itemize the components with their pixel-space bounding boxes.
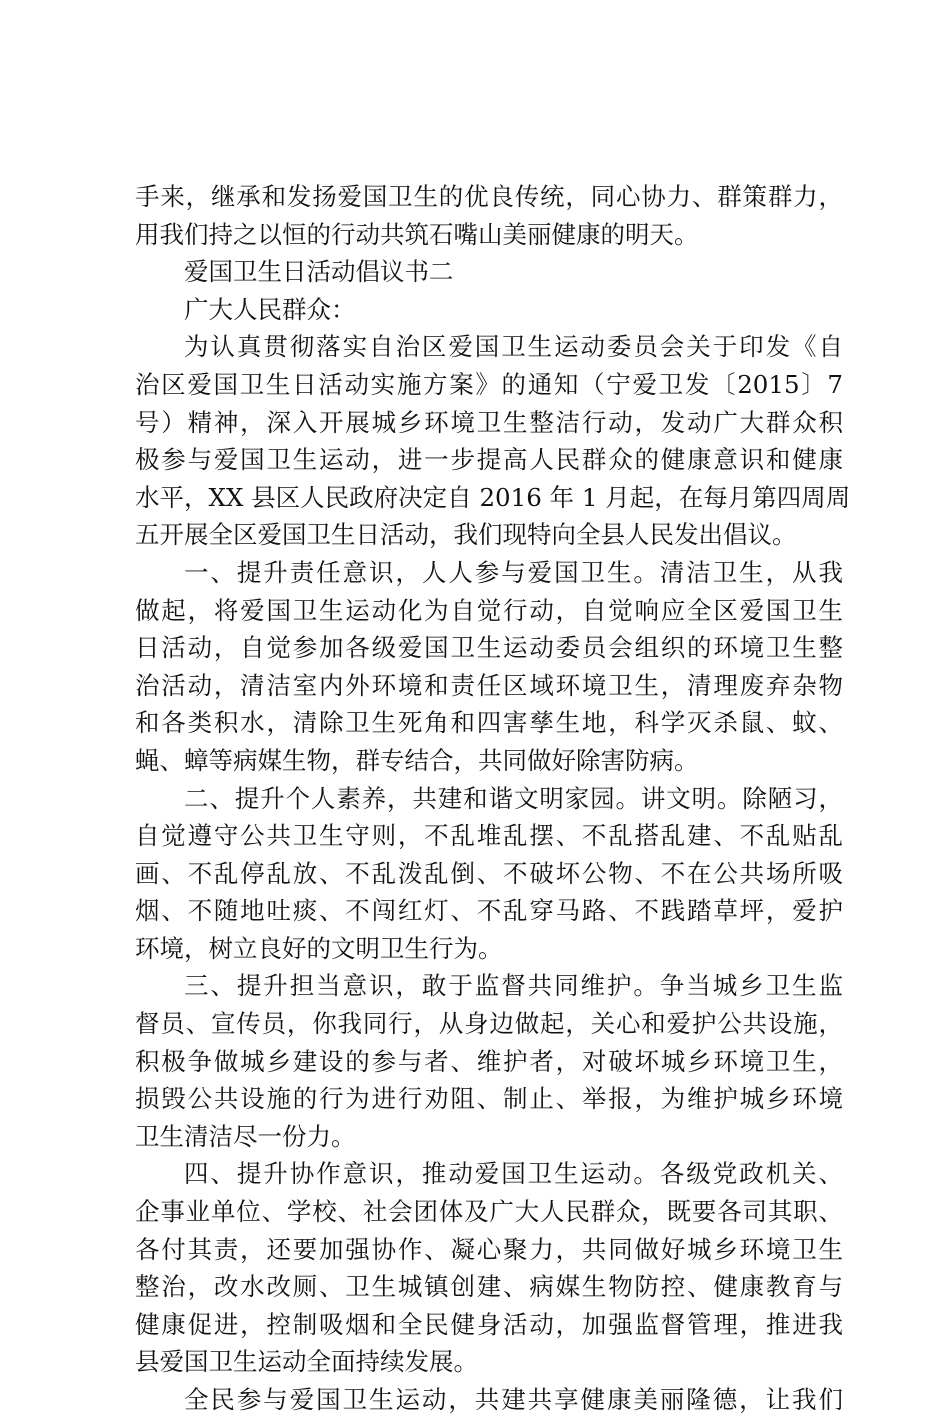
text-line: 烟、不随地吐痰、不闯红灯、不乱穿马路、不践踏草坪，爱护 xyxy=(135,896,843,926)
text-line: 蝇、蟑等病媒生物，群专结合，共同做好除害防病。 xyxy=(135,745,699,775)
text-line: 治区爱国卫生日活动实施方案》的通知（宁爱卫发〔2015〕7 xyxy=(135,369,843,399)
text-line: 督员、宣传员，你我同行，从身边做起，关心和爱护公共设施， xyxy=(135,1009,843,1039)
text-line: 号）精神，深入开展城乡环境卫生整洁行动，发动广大群众积 xyxy=(135,407,843,437)
text-line: 健康促进，控制吸烟和全民健身活动，加强监督管理，推进我 xyxy=(135,1309,843,1339)
text-line: 用我们持之以恒的行动共筑石嘴山美丽健康的明天。 xyxy=(135,219,699,249)
text-line: 环境，树立良好的文明卫生行为。 xyxy=(135,933,503,963)
text-line: 日活动，自觉参加各级爱国卫生运动委员会组织的环境卫生整 xyxy=(135,633,843,663)
text-line: 治活动，清洁室内外环境和责任区域环境卫生，清理废弃杂物 xyxy=(135,670,843,700)
text-line: 一、提升责任意识，人人参与爱国卫生。清洁卫生，从我 xyxy=(184,557,843,587)
text-line: 极参与爱国卫生运动，进一步提高人民群众的健康意识和健康 xyxy=(135,445,843,475)
document-body xyxy=(135,178,851,1419)
text-line: 各付其责，还要加强协作、凝心聚力，共同做好城乡环境卫生 xyxy=(135,1234,843,1264)
text-line: 卫生清洁尽一份力。 xyxy=(135,1121,356,1151)
text-line: 手来，继承和发扬爱国卫生的优良传统，同心协力、群策群力， xyxy=(135,182,843,211)
text-line: 水平，XX 县区人民政府决定自 2016 年 1 月起，在每月第四周周 xyxy=(135,482,851,512)
text-line: 整治，改水改厕、卫生城镇创建、病媒生物防控、健康教育与 xyxy=(135,1272,843,1302)
text-line: 做起，将爱国卫生运动化为自觉行动，自觉响应全区爱国卫生 xyxy=(135,595,843,625)
text-line: 五开展全区爱国卫生日活动，我们现特向全县人民发出倡议。 xyxy=(135,520,797,550)
text-line: 画、不乱停乱放、不乱泼乱倒、不破坏公物、不在公共场所吸 xyxy=(135,858,843,888)
text-line: 和各类积水，清除卫生死角和四害孳生地，科学灭杀鼠、蚊、 xyxy=(135,708,843,738)
text-line: 县爱国卫生运动全面持续发展。 xyxy=(135,1347,478,1377)
text-line: 四、提升协作意识，推动爱国卫生运动。各级党政机关、 xyxy=(184,1159,843,1189)
text-line: 爱国卫生日活动倡议书二 xyxy=(184,257,454,287)
text-line: 为认真贯彻落实自治区爱国卫生运动委员会关于印发《自 xyxy=(184,332,843,362)
text-line: 二、提升个人素养，共建和谐文明家园。讲文明。除陋习， xyxy=(184,783,843,813)
text-line: 广大人民群众： xyxy=(184,294,356,324)
text-line: 积极争做城乡建设的参与者、维护者，对破坏城乡环境卫生， xyxy=(135,1046,843,1076)
text-line: 企事业单位、学校、社会团体及广大人民群众，既要各司其职、 xyxy=(135,1197,843,1227)
text-line: 三、提升担当意识，敢于监督共同维护。争当城乡卫生监 xyxy=(184,971,843,1001)
text-line: 损毁公共设施的行为进行劝阻、制止、举报，为维护城乡环境 xyxy=(135,1084,843,1114)
text-line: 全民参与爱国卫生运动，共建共享健康美丽隆德，让我们 xyxy=(184,1385,843,1414)
text-line: 自觉遵守公共卫生守则，不乱堆乱摆、不乱搭乱建、不乱贴乱 xyxy=(135,821,843,851)
